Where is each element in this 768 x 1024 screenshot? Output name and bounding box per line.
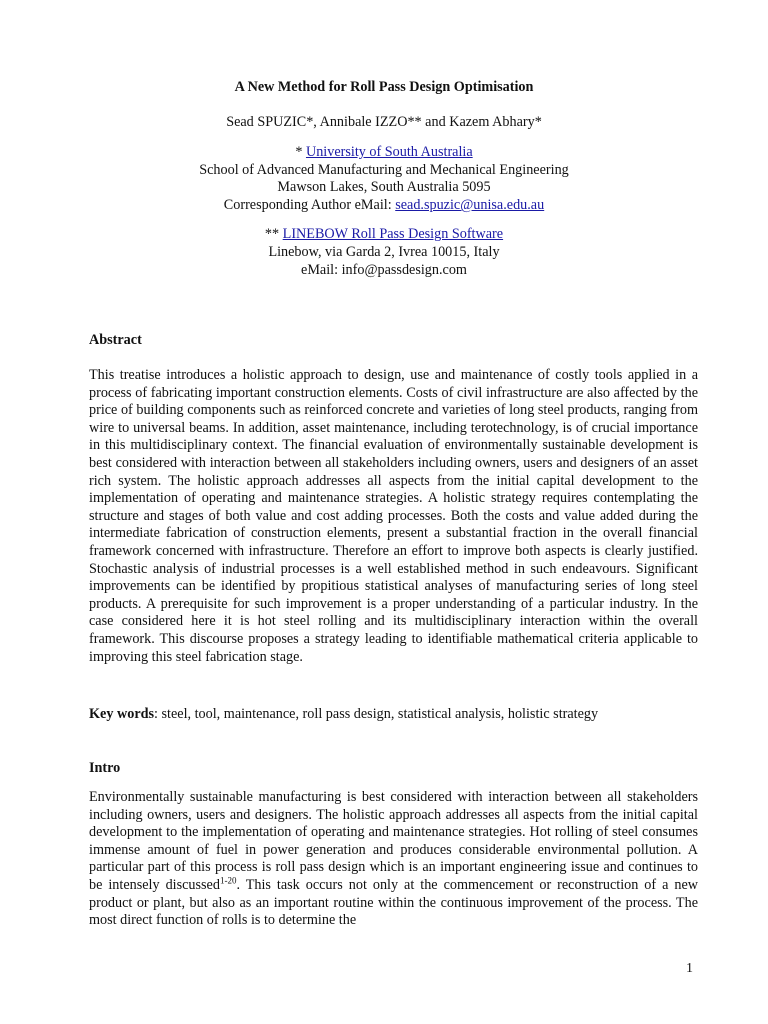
linebow-link[interactable]: LINEBOW Roll Pass Design Software bbox=[282, 226, 504, 242]
affiliation-1-school: School of Advanced Manufacturing and Mechanical Engineering bbox=[199, 162, 569, 178]
affiliation-1-marker: * bbox=[295, 144, 306, 160]
intro-text-part-2: . This task occurs not only at the commencement or reconstruction of a new product or plant, but also as an important routine within the continuous improvement of the process. The most direct function of rolls is to determine the bbox=[89, 876, 699, 929]
corresponding-author bbox=[0, 196, 768, 214]
corresponding-author-label: Corresponding Author eMail: bbox=[223, 197, 396, 213]
abstract-body: This treatise introduces a holistic approach to design, use and maintenance of costly tools applied in a process of fabricating important construction elements. Costs of civil infrastructure are also affected by the price of building components such as reinforced concrete and varieties of long steel products, ranging from wire to universal beams. In addition, asset maintenance, including terotechnology, is of crucial importance in this multidisciplinary context. The financial evaluation of environmentally sustainable development is best considered with interaction between all stakeholders including owners, users and designers of an asset rich system. The holistic approach addresses all aspects from the initial capital development to the implementation of operating and maintenance strategies. A holistic strategy requires contemplating the structure and stages of both value and cost adding processes. Both the costs and value added during the intermediate fabrication of construction elements, present a substantial fraction in the overall financial framework concerned with infrastructure. Therefore an effort to improve both aspects is clearly justified. Stochastic analysis of industrial processes is a well established method in such endeavours. Significant improvements can be identified by propitious statistical analyses of manufacturing series of long steel products. A prerequisite for such improvement is a proper understanding of a particular industry. In the case considered here it is hot steel rolling and its multidisciplinary interaction within the overall framework. This discourse proposes a strategy leading to identifiable mathematical criteria applicable to improving this steel fabrication stage. bbox=[89, 367, 698, 665]
affiliation-2-address: Linebow, via Garda 2, Ivrea 10015, Italy bbox=[268, 244, 500, 260]
citation-superscript: 1-20 bbox=[219, 875, 237, 886]
affiliation-1-university bbox=[0, 143, 768, 161]
affiliation-2-marker: ** bbox=[264, 226, 283, 242]
corresponding-email-link[interactable]: sead.spuzic@unisa.edu.au bbox=[395, 197, 545, 213]
page-number: 1 bbox=[686, 961, 693, 976]
affiliation-2-company bbox=[0, 225, 768, 243]
affiliation-2-email: eMail: info@passdesign.com bbox=[301, 262, 467, 278]
keywords-list: : steel, tool, maintenance, roll pass design, statistical analysis, holistic strategy bbox=[154, 706, 599, 722]
keywords-label: Key words bbox=[89, 706, 155, 722]
affiliation-1-address: Mawson Lakes, South Australia 5095 bbox=[277, 179, 491, 195]
abstract-heading: Abstract bbox=[89, 332, 142, 348]
keywords-line bbox=[89, 706, 698, 724]
university-link[interactable]: University of South Australia bbox=[305, 144, 473, 160]
paper-title: A New Method for Roll Pass Design Optimisation bbox=[234, 79, 534, 95]
intro-heading: Intro bbox=[89, 760, 121, 776]
intro-text-part-1: Environmentally sustainable manufacturing is best considered with interaction between all stakeholders including owners, users and designers. The holistic approach addresses all aspects from the initial capital development to the implementation of operating and maintenance strategies. Hot rolling of steel consumes immense amount of fuel in power generation and produces considerable environmental pollution. A particular part of this process is roll pass design which is an important engineering issue and continues to be intensely discussed bbox=[89, 789, 698, 893]
intro-body bbox=[89, 789, 698, 930]
authors: Sead SPUZIC*, Annibale IZZO** and Kazem Abhary* bbox=[226, 114, 542, 130]
